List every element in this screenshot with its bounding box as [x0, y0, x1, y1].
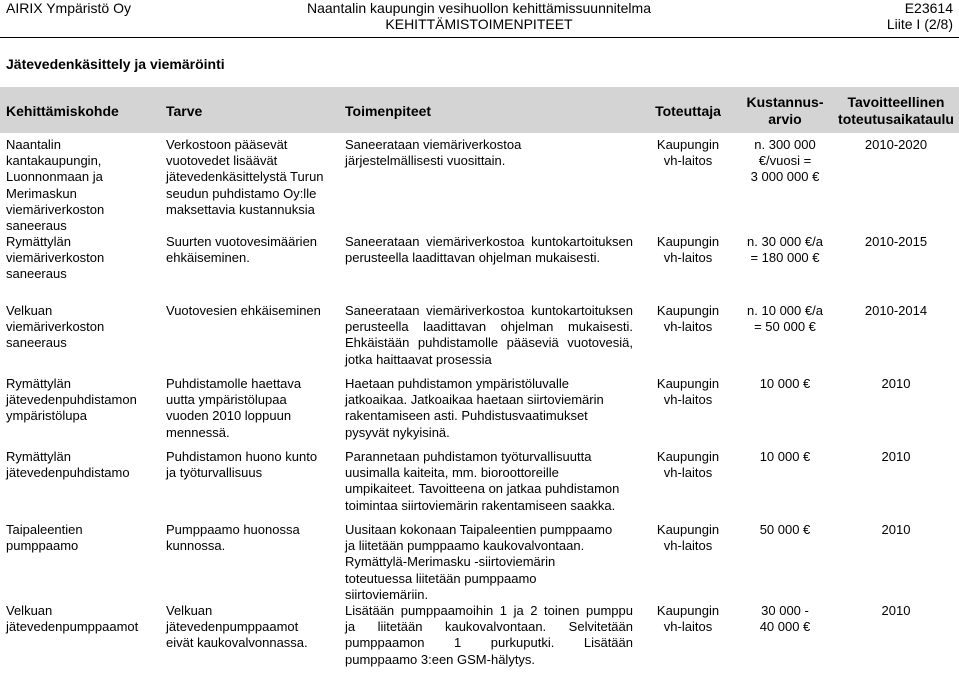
cell-line: jätevedenpumppaamot: [166, 619, 299, 635]
cell-toteuttaja: [640, 303, 736, 335]
cell-line: jätevedenkäsittelystä Turun: [166, 169, 324, 185]
cell-line: n. 10 000 €/a: [747, 303, 823, 318]
cell-line: Luonnonmaan ja: [6, 169, 103, 185]
cell-kohde: [6, 234, 164, 283]
cell-line: jatkoaikaa. Jatkoaikaa haetaan siirtoviemärin: [345, 392, 604, 408]
cell-toteuttaja: [640, 376, 736, 408]
cell-line: perusteella laadittavan ohjelman mukaisesti.: [345, 319, 633, 335]
cell-line: mennessä.: [166, 424, 230, 440]
cell-kustannus: [738, 603, 832, 635]
section-title: Jätevedenkäsittely ja viemäröinti: [6, 56, 225, 72]
cell-line: toimintaa siirtoviemärin rakentamiseen saakka.: [345, 497, 616, 513]
cell-line: Velkuan: [6, 303, 53, 318]
cell-line: Lisätään pumppaamoihin 1 ja 2 toinen pumppu: [345, 603, 633, 618]
cell-line: vh-laitos: [663, 465, 713, 481]
cell-line: vh-laitos: [663, 538, 713, 554]
cell-line: 50 000 €: [759, 522, 811, 537]
cell-tarve: [166, 303, 342, 319]
cell-line: vh-laitos: [663, 619, 713, 635]
cell-line: saneeraus: [6, 218, 67, 234]
cell-tarve: [166, 137, 342, 218]
cell-line: 2010: [881, 449, 911, 464]
cell-line: Saneerataan viemäriverkostoa kuntokartoituksen: [345, 234, 633, 249]
cell-line: Kaupungin: [656, 234, 720, 249]
cell-line: pumppaamon 1 purkuputki. Lisätään: [345, 635, 633, 651]
cell-kohde: [6, 376, 164, 425]
cell-line: Kaupungin: [656, 603, 720, 618]
cell-line: viemäriverkoston: [6, 250, 105, 266]
cell-aikataulu: [838, 449, 954, 465]
cell-line: Saneerataan viemäriverkostoa: [345, 137, 522, 152]
cell-line: 40 000 €: [759, 619, 811, 635]
cell-line: Kaupungin: [656, 303, 720, 318]
cell-toteuttaja: [640, 137, 736, 169]
cell-line: vh-laitos: [663, 250, 713, 266]
cell-line: vh-laitos: [663, 319, 713, 335]
cell-line: Velkuan: [6, 603, 53, 618]
cell-toteuttaja: [640, 234, 736, 266]
column-header-label: Tavoitteellinen: [847, 94, 945, 110]
cell-tarve: [166, 234, 342, 266]
cell-line: kunnossa.: [166, 538, 226, 554]
cell-kohde: [6, 603, 164, 635]
cell-toimenpiteet: [345, 603, 633, 668]
cell-line: Kaupungin: [656, 137, 720, 152]
cell-kohde: [6, 303, 164, 352]
cell-kohde: [6, 522, 164, 554]
cell-line: vh-laitos: [663, 153, 713, 169]
cell-kohde: [6, 449, 164, 481]
cell-line: uusimalla kaiteita, mm. bioroottoreille: [345, 465, 559, 481]
cell-aikataulu: [838, 522, 954, 538]
cell-line: ja liitetään pumppaamo kaukovalvontaan.: [345, 538, 585, 554]
page-label: Liite I (2/8): [886, 16, 953, 32]
cell-line: ympäristölupa: [6, 408, 87, 424]
cell-aikataulu: [838, 234, 954, 250]
cell-line: pumppaamo: [6, 538, 79, 554]
table-row: [0, 234, 959, 282]
column-header-label: Tarve: [166, 103, 203, 119]
cell-line: Rymättylä-Merimasku -siirtoviemärin: [345, 554, 556, 570]
table-row: [0, 376, 959, 440]
cell-line: jotka haittaavat prosessia: [345, 351, 492, 367]
cell-line: Vuotovesien ehkäiseminen: [166, 303, 321, 318]
cell-toimenpiteet: [345, 137, 633, 169]
cell-aikataulu: [838, 303, 954, 319]
document-title: Naantalin kaupungin vesihuollon kehittämissuunnitelma: [307, 0, 651, 16]
cell-line: pysyvät nykyisinä.: [345, 424, 450, 440]
column-header-label: Toimenpiteet: [345, 103, 432, 119]
cell-line: viemäriverkoston: [6, 201, 105, 217]
cell-line: Rymättylän: [6, 449, 72, 464]
cell-line: Parannetaan puhdistamon työturvallisuutta: [345, 449, 592, 464]
table-row: [0, 449, 959, 513]
cell-toimenpiteet: [345, 522, 633, 603]
cell-aikataulu: [838, 603, 954, 619]
table-row: [0, 522, 959, 602]
cell-line: €/vuosi =: [758, 153, 812, 169]
cell-line: 3 000 000 €: [750, 169, 820, 185]
cell-line: Verkostoon pääsevät: [166, 137, 288, 152]
cell-line: Naantalin: [6, 137, 61, 152]
cell-tarve: [166, 376, 342, 441]
table-row: [0, 603, 959, 667]
cell-line: 2010: [881, 603, 911, 618]
cell-line: Kaupungin: [656, 376, 720, 391]
cell-line: jätevedenpumppaamot: [6, 619, 139, 635]
company-name: AIRIX Ympäristö Oy: [6, 0, 132, 16]
cell-line: 2010: [881, 376, 911, 391]
cell-line: ja liitetään kaukovalvontaan. Selvitetään: [345, 619, 633, 635]
cell-line: seudun puhdistamo Oy:lle: [166, 185, 317, 201]
cell-line: Rymättylän: [6, 234, 72, 249]
cell-line: saneeraus: [6, 335, 67, 351]
cell-line: Haetaan puhdistamon ympäristöluvalle: [345, 376, 570, 391]
cell-line: Ehkäistään puhdistamolle pääseviä vuotovesiä,: [345, 335, 633, 351]
cell-line: Kaupungin: [656, 522, 720, 537]
cell-aikataulu: [838, 137, 954, 153]
cell-kustannus: [738, 137, 832, 186]
cell-toteuttaja: [640, 603, 736, 635]
column-header-label: Toteuttaja: [655, 103, 721, 119]
cell-line: 2010-2015: [864, 234, 928, 249]
cell-kustannus: [738, 522, 832, 538]
cell-toimenpiteet: [345, 234, 633, 266]
cell-line: = 180 000 €: [750, 250, 820, 266]
cell-line: = 50 000 €: [754, 319, 816, 335]
cell-line: Velkuan: [166, 603, 213, 618]
cell-line: 2010-2014: [864, 303, 928, 318]
cell-kustannus: [738, 234, 832, 266]
cell-line: uutta ympäristölupaa: [166, 392, 287, 408]
cell-line: Merimaskun: [6, 185, 77, 201]
cell-line: 10 000 €: [759, 376, 811, 391]
column-header-label: Kustannus-: [746, 94, 824, 110]
cell-line: vuotovedet lisäävät: [166, 153, 278, 169]
cell-tarve: [166, 449, 342, 481]
cell-line: jätevedenpuhdistamon: [6, 392, 137, 408]
cell-line: 2010: [881, 522, 911, 537]
cell-line: n. 30 000 €/a: [747, 234, 823, 249]
cell-line: vuoden 2010 loppuun: [166, 408, 292, 424]
cell-line: 10 000 €: [759, 449, 811, 464]
cell-toimenpiteet: [345, 303, 633, 368]
cell-kustannus: [738, 449, 832, 465]
cell-line: Rymättylän: [6, 376, 72, 391]
cell-line: 2010-2020: [864, 137, 928, 152]
cell-toimenpiteet: [345, 449, 633, 514]
cell-toimenpiteet: [345, 376, 633, 441]
cell-line: maksettavia kustannuksia: [166, 201, 315, 217]
cell-kustannus: [738, 303, 832, 335]
cell-line: siirtoviemäriin.: [345, 586, 429, 602]
cell-line: rakentamiseen asti. Puhdistusvaatimukset: [345, 408, 588, 424]
document-subtitle: KEHITTÄMISTOIMENPITEET: [385, 16, 573, 32]
cell-line: eivät kaukovalvonnassa.: [166, 635, 308, 651]
cell-line: järjestelmällisesti vuosittain.: [345, 153, 506, 169]
document-id: E23614: [904, 0, 953, 16]
cell-line: ja työturvallisuus: [166, 465, 263, 481]
cell-toteuttaja: [640, 449, 736, 481]
cell-line: pumppaamo 3:een GSM-hälytys.: [345, 651, 536, 667]
cell-line: Suurten vuotovesimäärien: [166, 234, 318, 249]
cell-line: saneeraus: [6, 266, 67, 282]
column-header-label: arvio: [768, 111, 802, 127]
cell-line: ehkäiseminen.: [166, 250, 250, 266]
cell-tarve: [166, 603, 342, 652]
cell-line: kantakaupungin,: [6, 153, 102, 169]
cell-line: umpikaiteet. Tavoitteena on jatkaa puhdistamon: [345, 481, 620, 497]
cell-toteuttaja: [640, 522, 736, 554]
table-row: [0, 303, 959, 367]
cell-line: 30 000 -: [761, 603, 809, 618]
cell-line: jätevedenpuhdistamo: [6, 465, 130, 481]
cell-line: Taipaleentien: [6, 522, 83, 537]
column-header-label: Kehittämiskohde: [6, 103, 119, 119]
cell-kohde: [6, 137, 164, 234]
cell-line: viemäriverkoston: [6, 319, 105, 335]
cell-line: vh-laitos: [663, 392, 713, 408]
cell-line: Puhdistamolle haettava: [166, 376, 302, 391]
cell-line: Pumppaamo huonossa: [166, 522, 300, 537]
table-row: [0, 137, 959, 234]
cell-line: Puhdistamon huono kunto: [166, 449, 318, 464]
cell-line: n. 300 000: [754, 137, 816, 152]
cell-line: toteutuessa liitetään pumppaamo: [345, 570, 537, 586]
cell-line: Saneerataan viemäriverkostoa kuntokartoituksen: [345, 303, 633, 318]
cell-tarve: [166, 522, 342, 554]
cell-kustannus: [738, 376, 832, 392]
cell-line: Uusitaan kokonaan Taipaleentien pumppaamo: [345, 522, 613, 537]
cell-line: perusteella laadittavan ohjelman mukaisesti.: [345, 250, 601, 266]
cell-line: Kaupungin: [656, 449, 720, 464]
cell-aikataulu: [838, 376, 954, 392]
column-header-label: toteutusaikataulu: [838, 111, 954, 127]
